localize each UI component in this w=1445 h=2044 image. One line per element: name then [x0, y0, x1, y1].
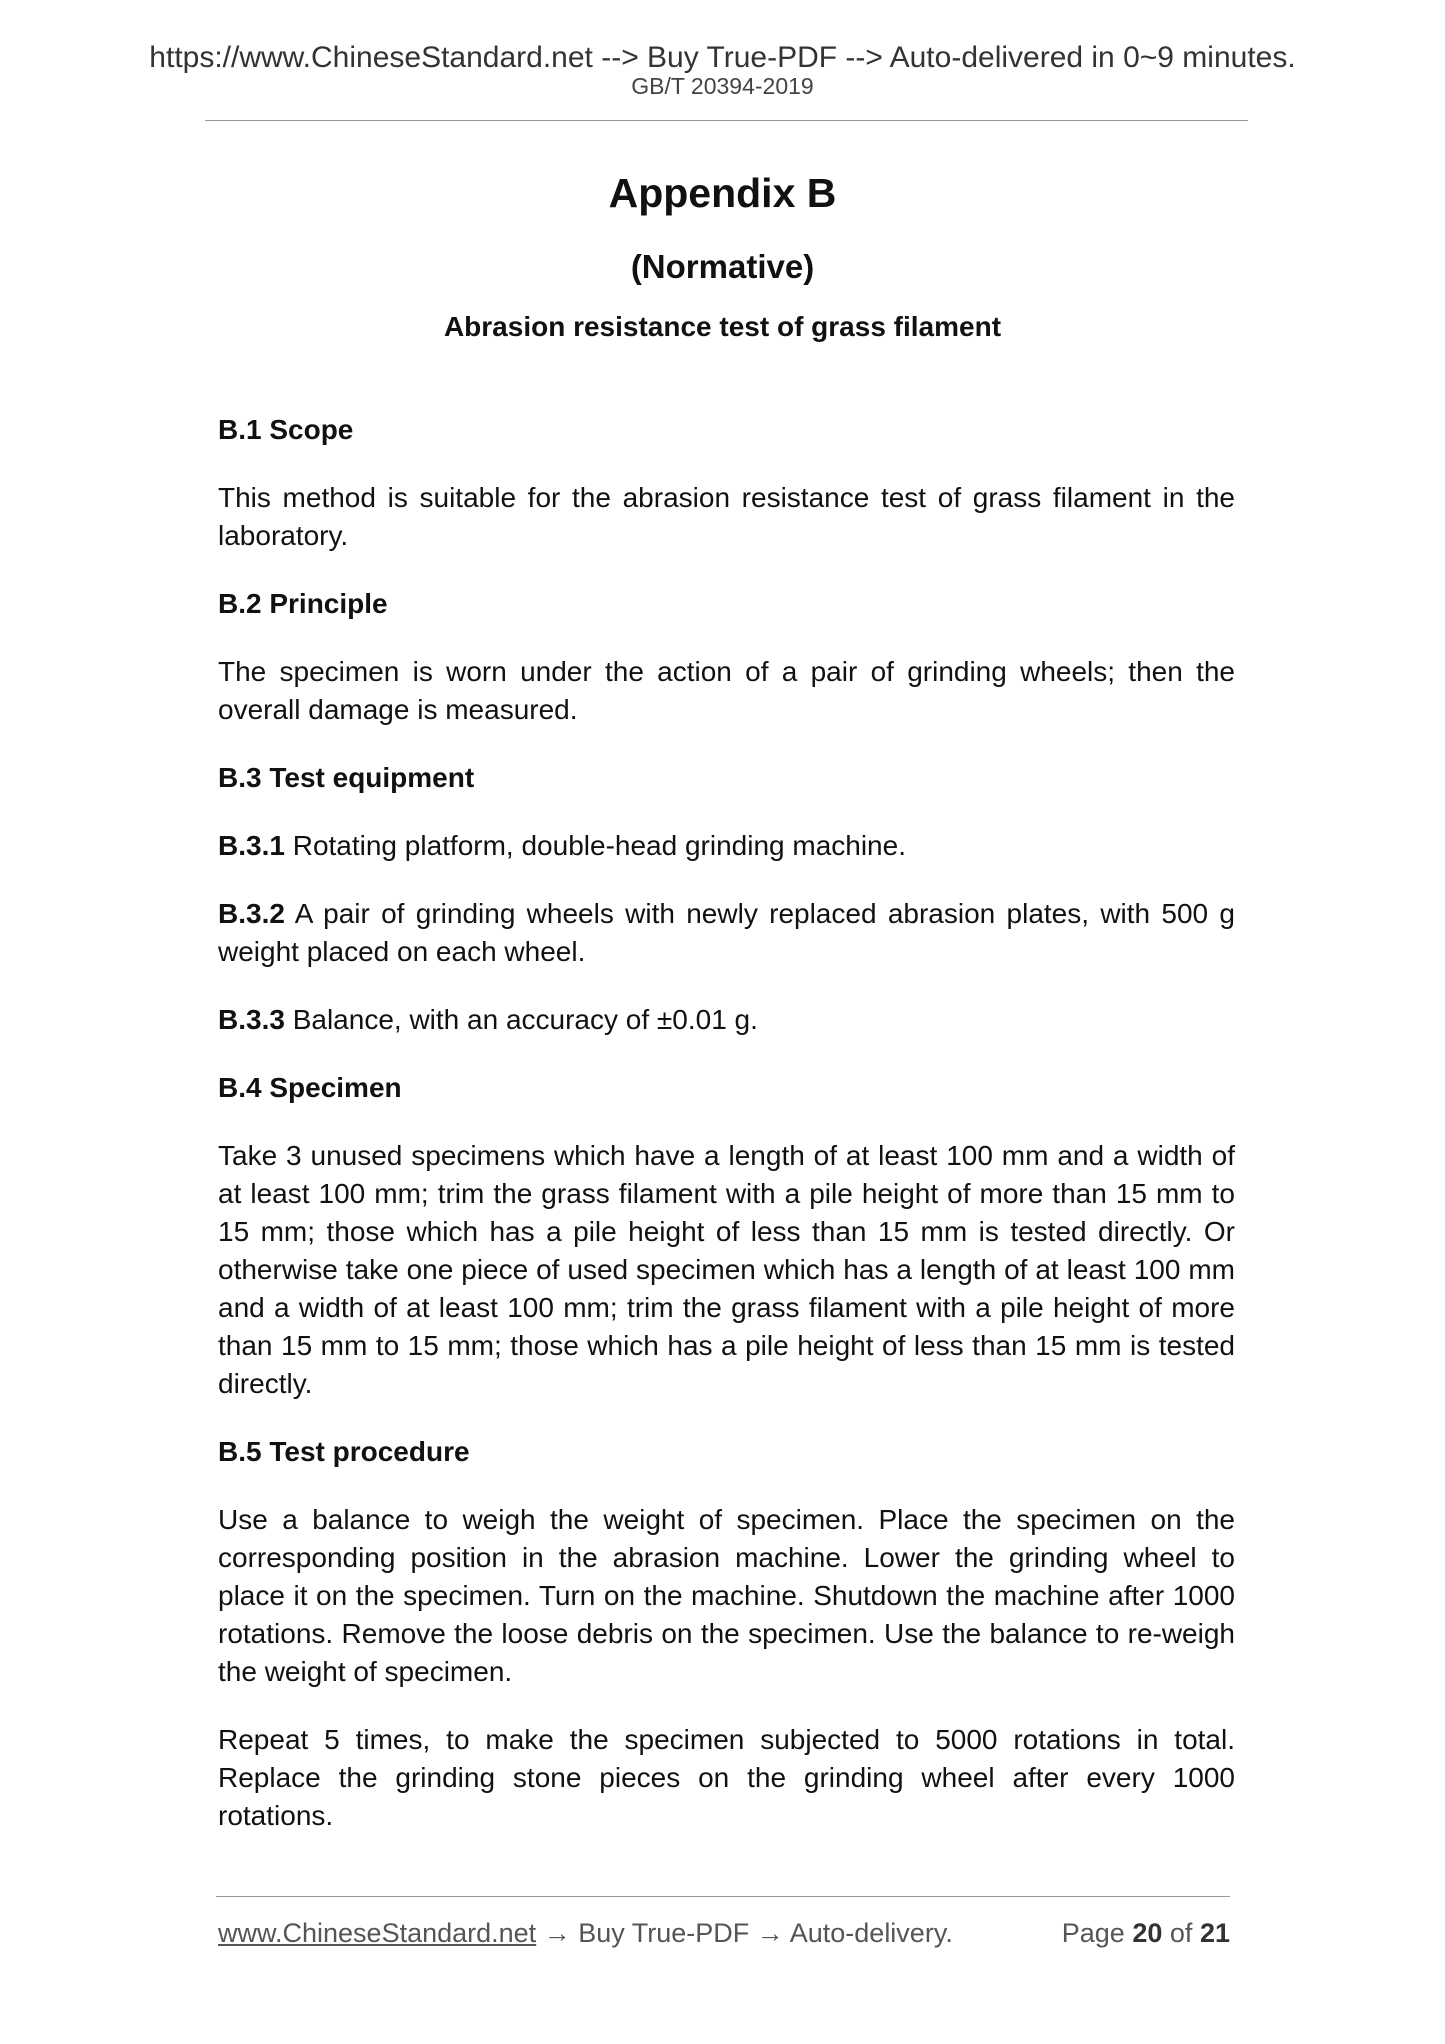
equipment-item	[218, 827, 1235, 865]
page-of-label: of	[1169, 1918, 1193, 1948]
section-heading-scope: B.1 Scope	[218, 414, 354, 445]
page-number	[1062, 1916, 1230, 1950]
procedure-paragraph: Repeat 5 times, to make the specimen subjected to 5000 rotations in total. Replace the grinding stone pieces on the grinding wheel after every 1000 rotations.	[218, 1724, 1235, 1831]
page-label: Page	[1061, 1918, 1125, 1948]
equipment-item	[218, 895, 1235, 971]
clause-number: B.3.3	[218, 1004, 285, 1035]
document-heading: Abrasion resistance test of grass filament	[443, 311, 1002, 342]
page-total: 21	[1199, 1918, 1230, 1948]
clause-text: A pair of grinding wheels with newly replaced abrasion plates, with 500 g weight placed on each wheel.	[218, 898, 1235, 967]
top-banner[interactable]: https://www.ChineseStandard.net --> Buy True-PDF --> Auto-delivered in 0~9 minutes.	[149, 41, 1296, 74]
section-heading-test-procedure: B.5 Test procedure	[218, 1436, 470, 1467]
clause-text: Rotating platform, double-head grinding machine.	[284, 830, 906, 861]
document-code: GB/T 20394-2019	[631, 73, 814, 99]
page-current: 20	[1132, 1918, 1163, 1948]
header-divider	[205, 120, 1248, 121]
section-heading-principle: B.2 Principle	[218, 588, 388, 619]
footer-website-link[interactable]: www.ChineseStandard.net	[218, 1918, 537, 1948]
page-title: Appendix B	[608, 170, 837, 216]
principle-paragraph: The specimen is worn under the action of a pair of grinding wheels; then the overall damage is measured.	[218, 656, 1235, 725]
section-heading-test-equipment: B.3 Test equipment	[218, 762, 475, 793]
document-body	[218, 411, 1235, 1835]
page-footer	[218, 1916, 1232, 1950]
scope-paragraph: This method is suitable for the abrasion resistance test of grass filament in the laboratory.	[218, 482, 1235, 551]
procedure-paragraph: Use a balance to weigh the weight of specimen. Place the specimen on the corresponding position in the abrasion machine. Lower the grinding wheel to place it on the specimen. Turn on the machine. Shutdown the machine after 1000 rotations. Remove the loose debris on the specimen. Use the balance to re-weigh the weight of specimen.	[218, 1504, 1235, 1687]
footer-text: → Buy True-PDF → Auto-delivery.	[536, 1918, 953, 1948]
clause-text: Balance, with an accuracy of ±0.01 g.	[284, 1004, 758, 1035]
clause-number: B.3.1	[218, 830, 285, 861]
footer-divider	[216, 1896, 1230, 1897]
section-heading-specimen: B.4 Specimen	[218, 1072, 402, 1103]
equipment-item	[218, 1001, 1235, 1039]
specimen-paragraph: Take 3 unused specimens which have a length of at least 100 mm and a width of at least 100 mm; trim the grass filament with a pile height of more than 15 mm to 15 mm; those which has a pile height of less than 15 mm is tested directly. Or otherwise take one piece of used specimen which has a length of at least 100 mm and a width of at least 100 mm; trim the grass filament with a pile height of more than 15 mm to 15 mm; those which has a pile height of less than 15 mm is tested directly.	[218, 1140, 1235, 1399]
clause-number: B.3.2	[218, 898, 285, 929]
page-subtitle: (Normative)	[630, 248, 815, 285]
